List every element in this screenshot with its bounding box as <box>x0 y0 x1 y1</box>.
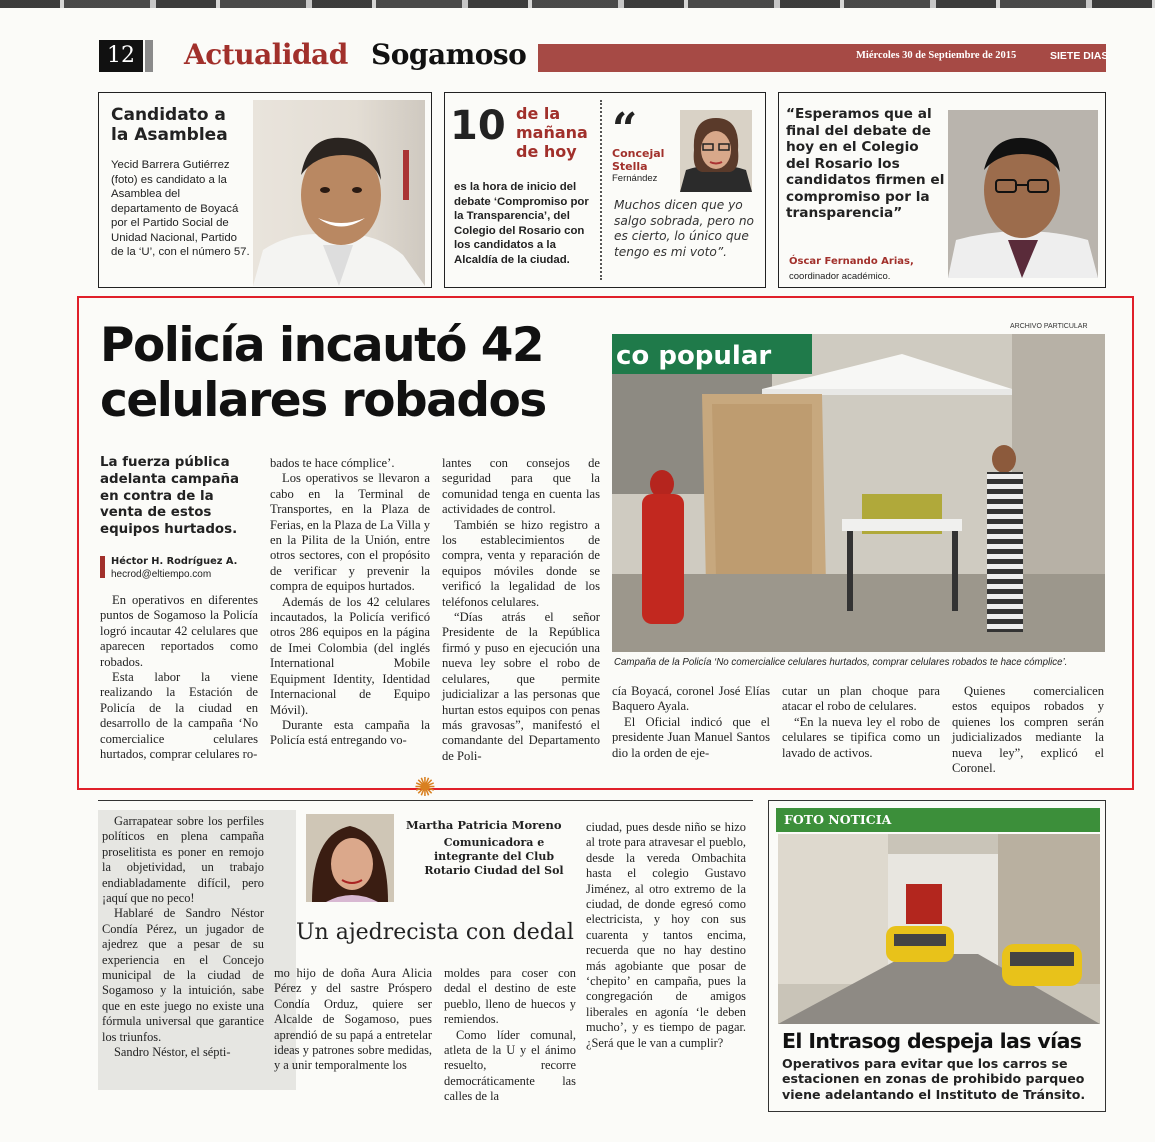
opinion-col-1-p2: Hablaré de Sandro Néstor Condía Pérez, un jugador de ajedrez que a pesar de su experiencia en el Concejo municipal de la ciudad de Sogamoso y la intuición, sabe que en este juego no existe una fórmula universal que garantice los triunfos. <box>102 906 264 1044</box>
bank-sign-text: co popular <box>616 341 772 371</box>
columnist-desc: Comunicadora e integrante del Club Rotario Ciudad del Sol <box>424 836 564 877</box>
main-col-2-p1: bados te hace cómplice’. <box>270 456 395 470</box>
columnist-photo <box>306 814 394 902</box>
main-col-6 <box>952 684 1104 776</box>
byline-email: hecrod@eltiempo.com <box>111 569 212 580</box>
columnist-photo-art <box>306 814 394 902</box>
opinion-title: Un ajedrecista con dedal <box>296 920 574 945</box>
time-label: de la mañana de hoy <box>516 104 588 161</box>
main-col-2-p4: Durante esta campaña la Policía está entregando vo- <box>270 717 430 748</box>
councillor-role: Concejal <box>612 147 665 160</box>
photo-credit: ARCHIVO PARTICULAR <box>1010 323 1088 330</box>
time-number: 10 <box>450 103 506 149</box>
councillor-photo <box>680 110 752 192</box>
masthead <box>0 0 1155 80</box>
page-number-accent <box>145 40 153 72</box>
opinion-col-4-p1: ciudad, pues desde niño se hizo al trote para atravesar el pueblo, desde la vereda Ombachita hasta el colegio Gustavo Jiménez, al otro extremo de la ciudad, de donde egresó como electricista, y hoy con sus cuarenta y tantos encima, recuerda que no hay destino más agobiante que posar de ‘chepito’ en campaña, pues la congregación de amigos liberales en agonía ‘le deben mucho’, y es tiempo de pagar. ¿Será que le van a cumplir? <box>586 820 746 1050</box>
foto-noticia-headline: El Intrasog despeja las vías <box>782 1029 1082 1053</box>
big-quote-role: coordinador académico. <box>789 271 891 282</box>
main-col-3-p2: También se hizo registro a los establecimientos de compra, venta y reparación de equipos móviles donde se verificó la legalidad de los teléfonos celulares. <box>442 517 600 609</box>
candidate-photo-art <box>253 100 425 286</box>
foto-noticia-label: FOTO NOTICIA <box>784 812 892 827</box>
opinion-col-2 <box>274 966 432 1074</box>
city-title: Sogamoso <box>371 38 527 71</box>
header-bar <box>538 44 1109 72</box>
councillor-photo-art <box>680 110 752 192</box>
main-col-3-p1: lantes con consejos de seguridad para que la comunidad tenga en cuenta las actividades de control. <box>442 456 600 517</box>
main-headline: Policía incautó 42 celulares robados <box>100 318 546 428</box>
main-col-4-p2: El Oficial indicó que el presidente Juan Manuel Santos dio la orden de eje- <box>612 714 770 760</box>
main-col-4-p1: cía Boyacá, coronel José Elías Baquero Ayala. <box>612 684 770 714</box>
opinion-col-3 <box>444 966 576 1105</box>
big-quote-text: “Esperamos que al final del debate de hoy en el Colegio del Rosario los candidatos firmen el compromiso por la transparencia” <box>786 106 945 221</box>
time-text: es la hora de inicio del debate ‘Compromiso por la Transparencia’, del Colegio del Rosario con los candidatos a la Alcaldía de la ciudad. <box>454 181 589 266</box>
foto-noticia-text: Operativos para evitar que los carros se estacionen en zonas de prohibido parqueo viene adelantando el Instituto de Tránsito. <box>782 1056 1086 1102</box>
opinion-col-2-p1: mo hijo de doña Aura Alicia Pérez y del sastre Próspero Condía Orduz, quiere ser Alcalde de Sogamoso, pues aprendió de su papá a entretelar ideas y patrones sobre medidas, y a unir temporalmente los <box>274 966 432 1073</box>
byline-name: Héctor H. Rodríguez A. <box>111 556 238 567</box>
main-col-5-p2: “En la nueva ley el robo de celulares se tipifica como un lavado de activos. <box>782 714 940 760</box>
main-col-2-p3: Además de los 42 celulares incautados, la Policía verificó otros 286 equipos en la página de Imei Colombia (del inglés International Mobile Equipment Identity, Identidad Internacional de Equipo Móvil). <box>270 594 430 717</box>
photo-caption: Campaña de la Policía ‘No comercialice celulares hurtados, comprar celulares robados te hace cómplice’. <box>614 657 1068 668</box>
traffic-photo <box>778 834 1100 1024</box>
main-lead: La fuerza pública adelanta campaña en contra de la venta de estos equipos hurtados. <box>100 455 240 538</box>
main-col-2-p2: Los operativos se llevaron a cabo en la Terminal de Transportes, en la Plaza de Ferias, en la Plaza de La Villa y en la Pilita de la Unión, entre otros sectores, con el propósito de verificar y prevenir la compra de equipos hurtados. <box>270 471 430 594</box>
flower-ornament-icon: ✺ <box>414 773 436 803</box>
header-brand: SIETE DIAS <box>1050 50 1109 62</box>
quote-mark-icon: “ <box>612 104 638 155</box>
header-date: Miércoles 30 de Septiembre de 2015 <box>856 50 1017 61</box>
main-col-2 <box>270 456 430 749</box>
main-col-1-p1: En operativos en diferentes puntos de Sogamoso la Policía logró incautar 42 celulares que aparecen reportados como robados. <box>100 593 258 669</box>
time-dots <box>600 100 602 280</box>
big-quote-name: Óscar Fernando Arias, <box>789 256 914 267</box>
opinion-col-3-p1: moldes para coser con dedal el destino de este pueblo, lleno de huecos y remiendos. <box>444 966 576 1027</box>
opinion-col-1 <box>102 814 264 1061</box>
opinion-col-1-p3: Sandro Néstor, el sépti- <box>114 1045 231 1060</box>
councillor-surname: Fernández <box>612 173 658 184</box>
traffic-photo-art <box>778 834 1100 1024</box>
candidate-text: Yecid Barrera Gutiérrez (foto) es candidato a la Asamblea del departamento de Boyacá por el Partido Social de Unidad Nacional, Partido de la ‘U’, con el número 57. <box>111 159 250 258</box>
page-number: 12 <box>99 40 143 72</box>
section-title: Actualidad <box>184 38 348 71</box>
councillor-name: Stella <box>612 160 648 173</box>
police-campaign-photo <box>612 334 1105 652</box>
main-col-3 <box>442 456 600 764</box>
main-col-4 <box>612 684 770 761</box>
opinion-col-4 <box>586 820 746 1051</box>
main-col-6-p1: Quienes comercialicen estos equipos robados y quienes los compren serán judicializados mediante la nueva ley”, explicó el Coronel. <box>952 684 1104 776</box>
opinion-col-1-p1: Garrapatear sobre los perfiles políticos en plena campaña proselitista es poner en remojo la objetividad, un trabajo endiabladamente difícil, pero ¡aquí que no peco! <box>102 814 264 906</box>
coordinator-photo <box>948 110 1098 278</box>
councillor-quote: Muchos dicen que yo salgo sobrada, pero no es cierto, lo único que tengo es mi voto”. <box>614 198 755 259</box>
byline-bar <box>100 556 105 578</box>
main-col-3-p3: “Días atrás el señor Presidente de la República firmó y puso en ejecución una nueva ley sobre el robo de celulares, que permite judicializar a las personas que hurtan estos equipos con penas más gravosas”, manifestó el comandante del Departamento de Poli- <box>442 610 600 763</box>
main-col-5-p1: cutar un plan choque para atacar el robo de celulares. <box>782 684 940 714</box>
coordinator-photo-art <box>948 110 1098 278</box>
police-campaign-photo-art <box>612 334 1105 652</box>
candidate-title: Candidato a la Asamblea <box>111 105 228 145</box>
main-col-5 <box>782 684 940 761</box>
top-edge-strip <box>0 0 1155 8</box>
candidate-photo <box>253 100 425 286</box>
opinion-col-3-p2: Como líder comunal, atleta de la U y el ánimo resuelto, recorre democráticamente las calles de la <box>444 1027 576 1104</box>
main-col-1-p2: Esta labor la viene realizando la Estación de Policía de la ciudad en desarrollo de la campaña ‘No comercialice celulares hurtados, comprar celulares ro- <box>100 670 258 762</box>
main-col-1 <box>100 593 258 762</box>
columnist-name: Martha Patricia Moreno <box>406 818 562 832</box>
